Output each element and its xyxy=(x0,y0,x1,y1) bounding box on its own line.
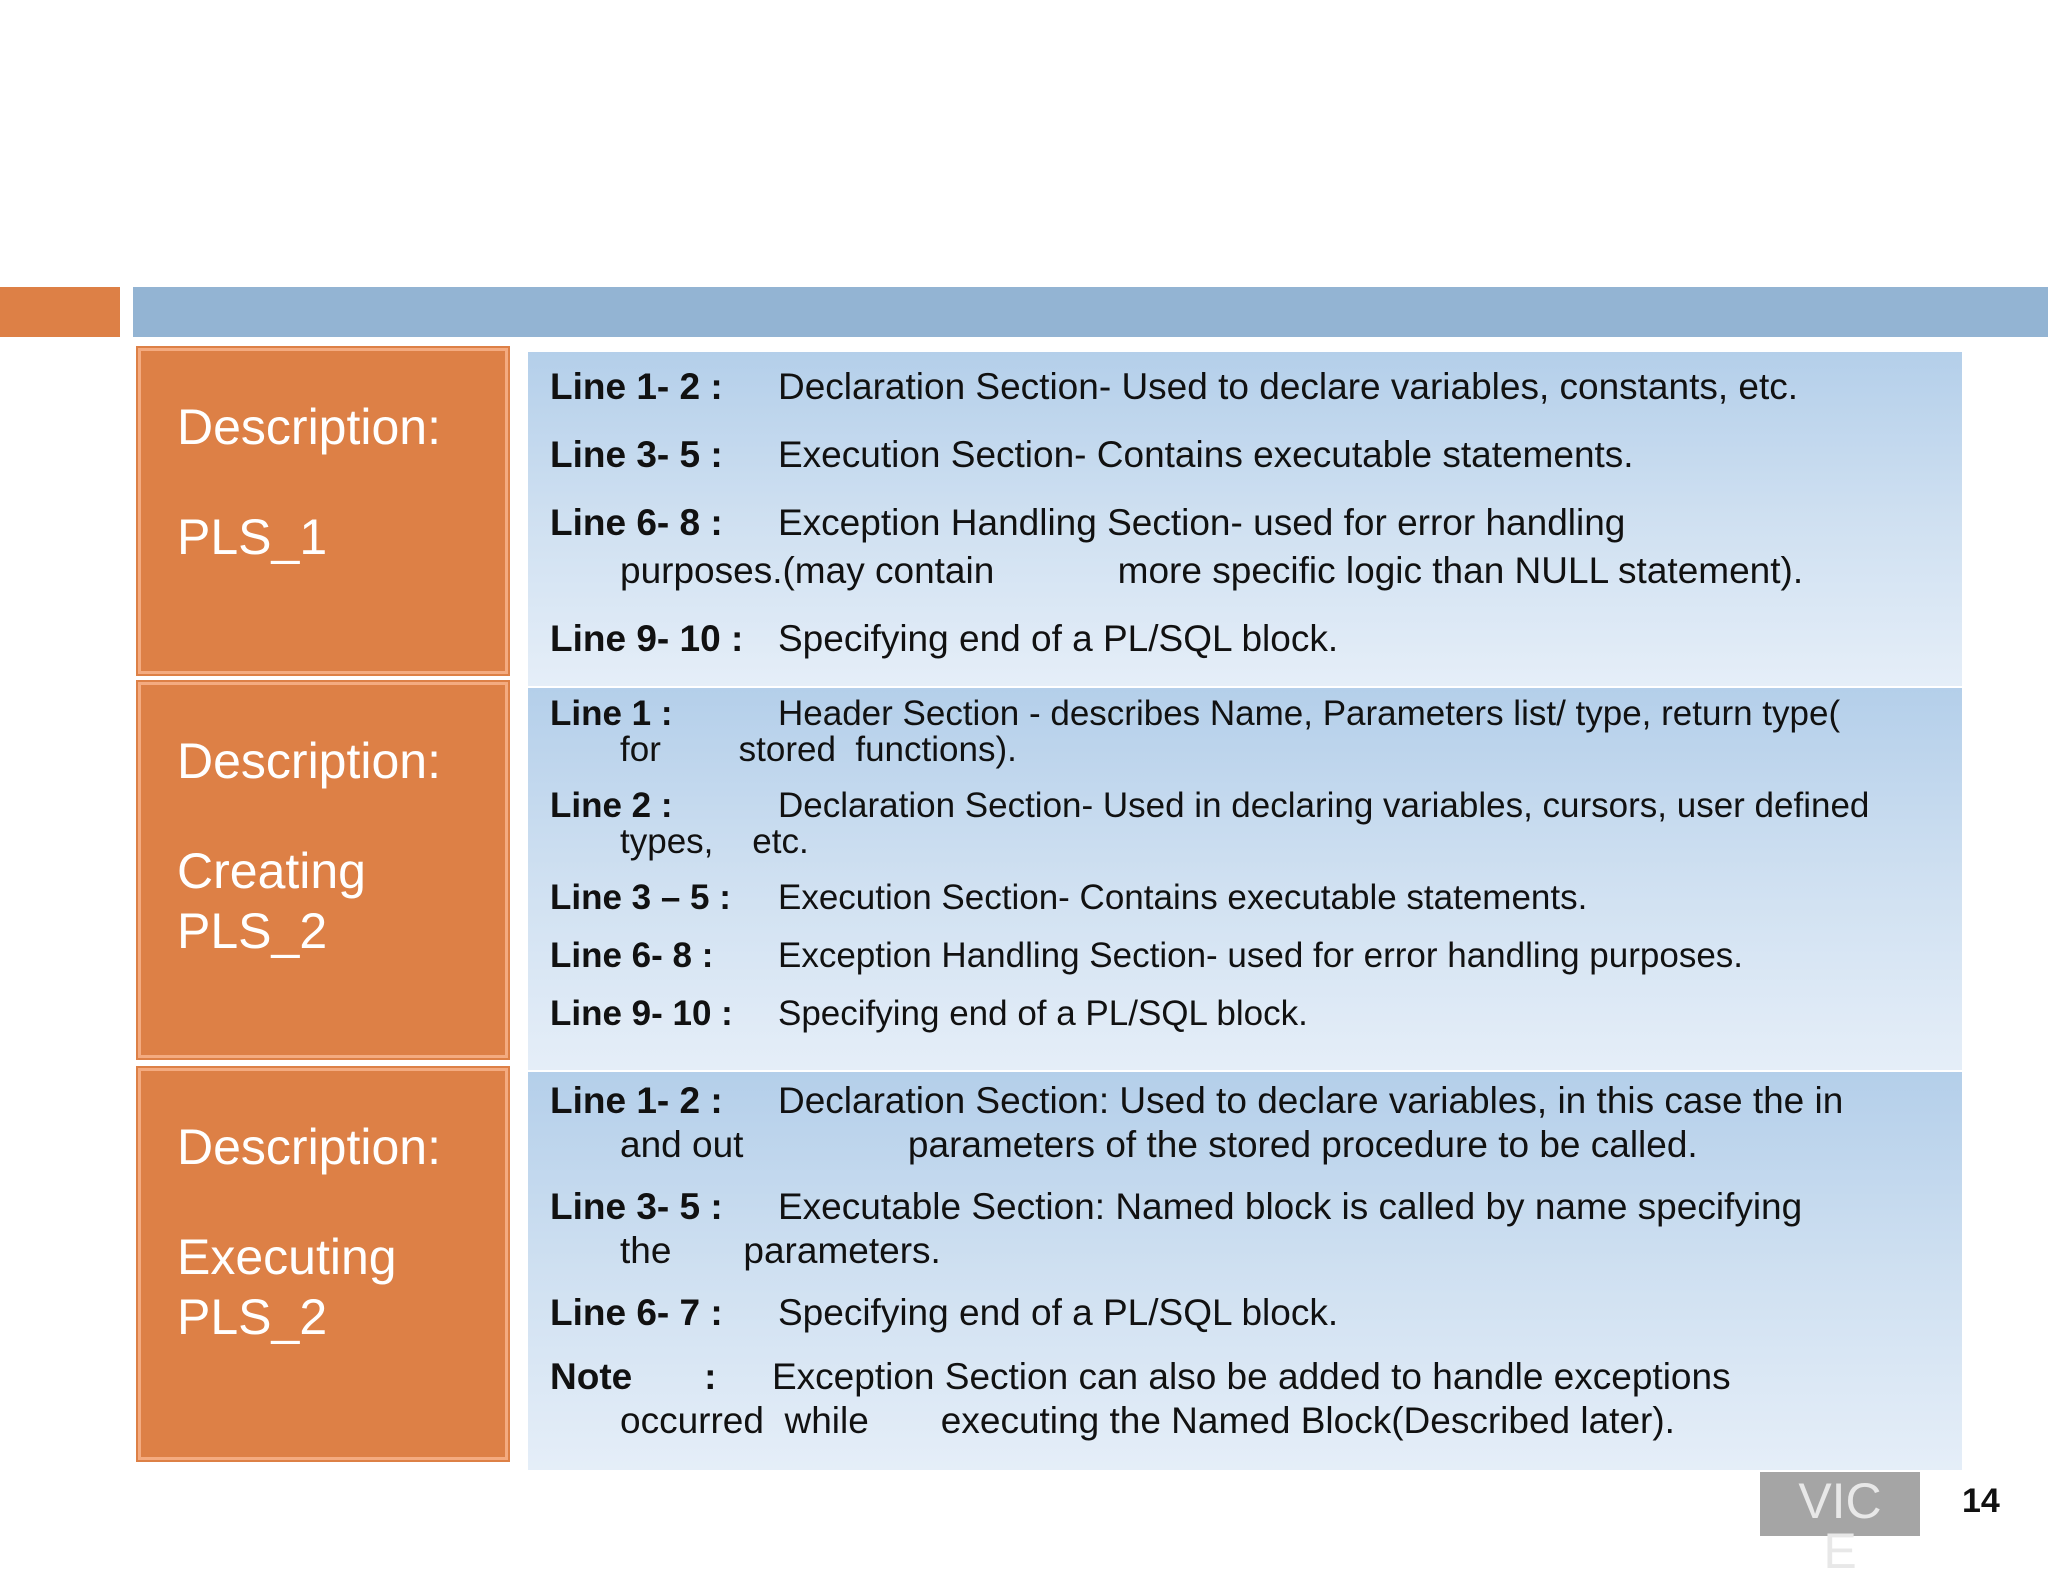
line-item xyxy=(550,936,1743,976)
content-box-pls1 xyxy=(528,352,1962,686)
line-text: Exception Handling Section- used for error handling xyxy=(778,502,1626,543)
line-label: Note : xyxy=(550,1356,717,1397)
line-item xyxy=(550,1080,1843,1122)
line-continuation: the parameters. xyxy=(620,1230,941,1271)
line-text: Declaration Section- Used in declaring variables, cursors, user defined xyxy=(778,786,1870,825)
line-text: Header Section - describes Name, Parameters list/ type, return type( xyxy=(778,694,1841,733)
line-continuation: types, etc. xyxy=(620,822,809,861)
line-item xyxy=(550,502,1625,544)
line-item xyxy=(550,434,1634,476)
line-continuation: purposes.(may contain more specific logic than NULL statement). xyxy=(620,550,1804,591)
line-label: Line 1 : xyxy=(550,694,673,733)
line-label: Line 1- 2 : xyxy=(550,1080,723,1121)
line-continuation: and out parameters of the stored procedure to be called. xyxy=(620,1124,1698,1165)
line-text: Specifying end of a PL/SQL block. xyxy=(778,1292,1339,1333)
description-box-pls1 xyxy=(138,348,508,674)
description-subtitle: Creating PLS_2 xyxy=(177,843,366,959)
line-continuation: for stored functions). xyxy=(620,730,1017,769)
line-label: Line 3- 5 : xyxy=(550,434,723,475)
line-continuation: occurred while executing the Named Block(Described later). xyxy=(620,1400,1675,1441)
line-item xyxy=(550,366,1798,408)
line-label: Line 2 : xyxy=(550,786,673,825)
header-accent-blue xyxy=(133,287,2048,337)
line-text: Specifying end of a PL/SQL block. xyxy=(778,618,1339,659)
line-label: Line 6- 8 : xyxy=(550,502,723,543)
line-item xyxy=(550,1292,1338,1334)
line-label: Line 9- 10 : xyxy=(550,618,744,659)
line-item xyxy=(550,1186,1802,1228)
line-text: Exception Section can also be added to handle exceptions xyxy=(772,1356,1731,1397)
line-text: Specifying end of a PL/SQL block. xyxy=(778,994,1308,1033)
description-box-creating-pls2 xyxy=(138,682,508,1058)
line-item xyxy=(550,878,1587,918)
line-label: Line 6- 8 : xyxy=(550,936,714,975)
description-title: Description: xyxy=(177,1119,441,1175)
line-label: Line 6- 7 : xyxy=(550,1292,723,1333)
line-label: Line 3- 5 : xyxy=(550,1186,723,1227)
description-title: Description: xyxy=(177,399,441,455)
header-accent-orange xyxy=(0,287,120,337)
line-item xyxy=(550,694,1840,734)
line-text: Exception Handling Section- used for error handling purposes. xyxy=(778,936,1744,975)
footer-badge-text: VIC E xyxy=(1798,1473,1882,1579)
line-item xyxy=(550,618,1338,660)
footer-badge xyxy=(1760,1472,1920,1579)
line-item xyxy=(550,994,1308,1034)
line-label: Line 3 – 5 : xyxy=(550,878,731,917)
description-title: Description: xyxy=(177,733,441,789)
description-subtitle: PLS_1 xyxy=(177,509,328,565)
line-text: Executable Section: Named block is called by name specifying xyxy=(778,1186,1803,1227)
line-text: Declaration Section: Used to declare variables, in this case the in xyxy=(778,1080,1844,1121)
content-box-executing-pls2 xyxy=(528,1072,1962,1470)
page-number: 14 xyxy=(1962,1482,2000,1520)
line-label: Line 1- 2 : xyxy=(550,366,723,407)
line-item xyxy=(550,1356,1731,1398)
line-item xyxy=(550,786,1869,826)
line-label: Line 9- 10 : xyxy=(550,994,733,1033)
content-box-creating-pls2 xyxy=(528,688,1962,1070)
description-box-executing-pls2 xyxy=(138,1068,508,1460)
line-text: Execution Section- Contains executable statements. xyxy=(778,878,1588,917)
line-text: Execution Section- Contains executable statements. xyxy=(778,434,1634,475)
description-subtitle: Executing PLS_2 xyxy=(177,1229,397,1345)
line-text: Declaration Section- Used to declare variables, constants, etc. xyxy=(778,366,1799,407)
